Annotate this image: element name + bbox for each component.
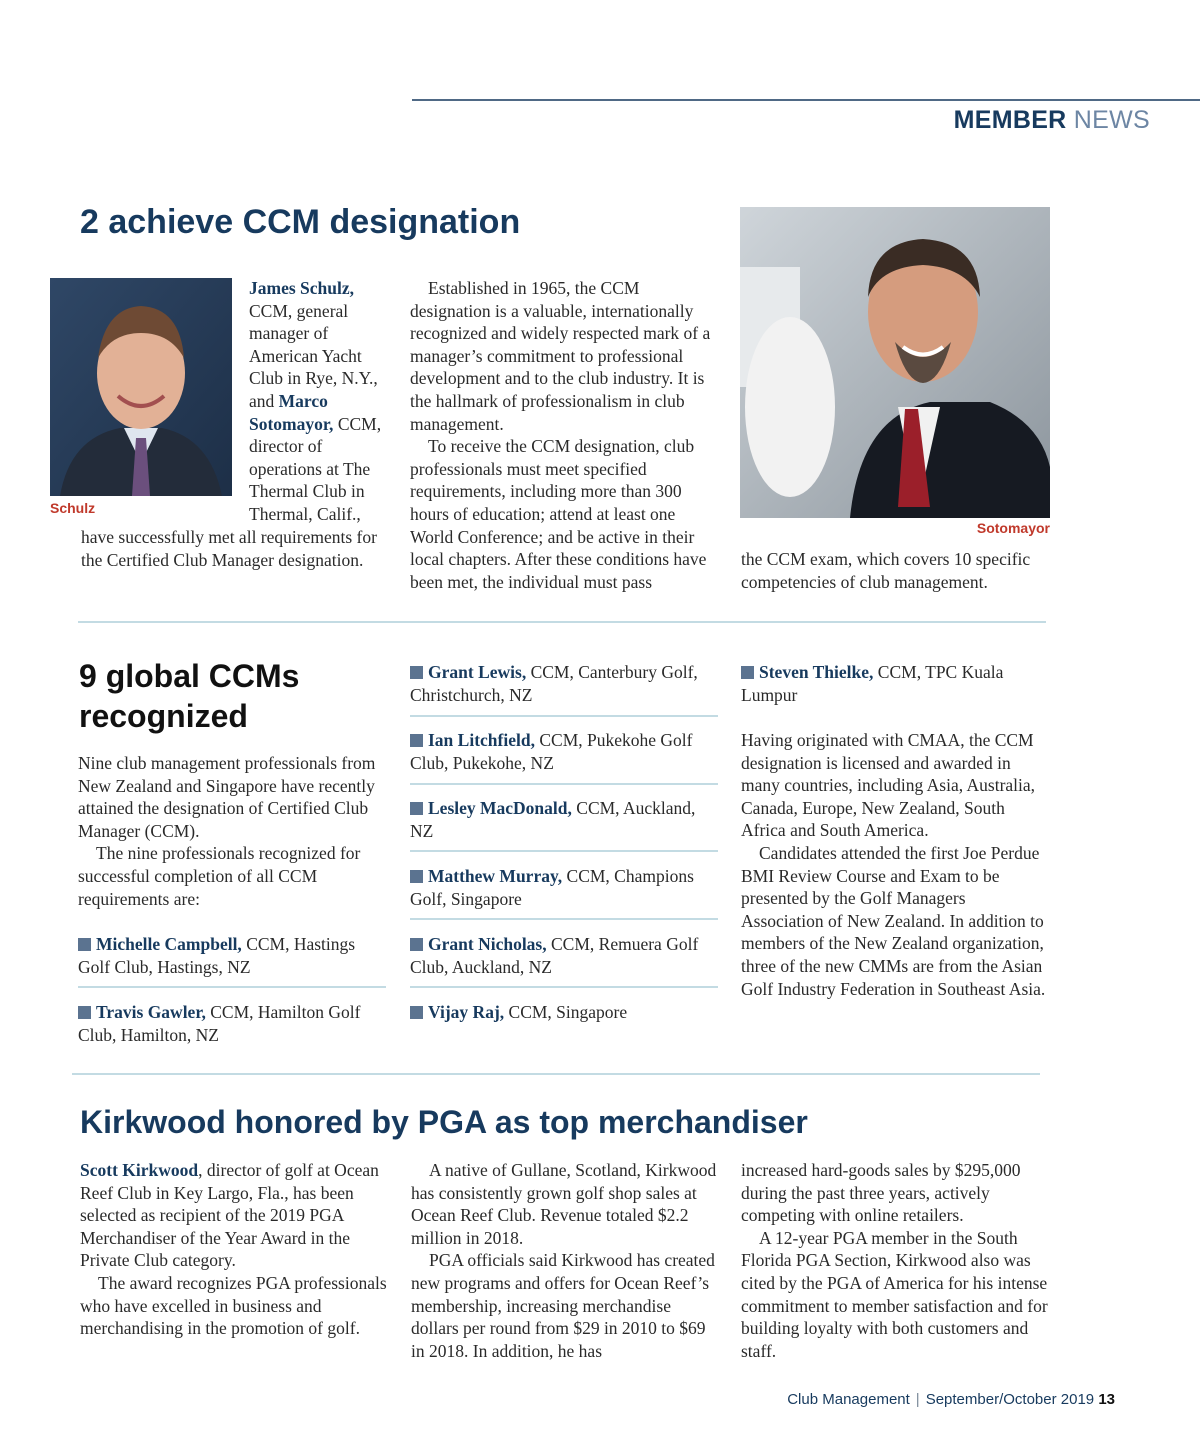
name-james-schulz: James Schulz,: [249, 278, 354, 298]
page-number: 13: [1098, 1391, 1115, 1408]
ccm-detail: CCM, Remuera Golf Club, Auckland, NZ: [410, 934, 699, 977]
kirkwood-intro-text: , director of golf at Ocean Reef Club in Key Largo, Fla., has been selected as recipient of the 2019 PGA Merchandiser of the Year Award in the Private Club category.: [80, 1160, 379, 1271]
kirkwood-column-2: [411, 1159, 721, 1362]
ccm-list-item: [410, 661, 720, 706]
bullet-square-icon: [741, 666, 754, 679]
header-rule: [412, 99, 1200, 101]
list-divider: [410, 918, 718, 920]
bullet-square-icon: [410, 666, 423, 679]
ccm-name: Matthew Murray,: [428, 866, 563, 886]
headline-ccm-designation: 2 achieve CCM designation: [80, 203, 521, 241]
list-divider: [410, 715, 718, 717]
list-divider: [410, 783, 718, 785]
section-label-light: NEWS: [1073, 106, 1150, 134]
kirkwood-paragraph-officials: PGA officials said Kirkwood has created new programs and offers for Ocean Reef’s membership, increasing merchandise dollars per round from $29 in 2010 to $69 in 2018. In addition, he has: [411, 1250, 715, 1361]
ccm-name: Michelle Campbell,: [96, 934, 242, 954]
ccm-column-3: the CCM exam, which covers 10 specific competencies of club management.: [741, 549, 1031, 592]
ccm-detail: CCM, Champions Golf, Singapore: [410, 866, 694, 909]
ccm-list-item: [410, 729, 720, 774]
ccm-name: Grant Nicholas,: [428, 934, 547, 954]
ccm-list-item: [741, 661, 1051, 706]
bullet-square-icon: [410, 802, 423, 815]
ccm-detail: CCM, Pukekohe Golf Club, Pukekohe, NZ: [410, 730, 693, 773]
kirkwood-paragraph-sales: increased hard-goods sales by $295,000 during the past three years, actively competing with online retailers.: [741, 1160, 1021, 1226]
ccm-detail: CCM, TPC Kuala Lumpur: [741, 662, 1004, 705]
ccm-paragraph-requirements: To receive the CCM designation, club professionals must meet specified requirements, including more than 300 hours of education; attend at least one World Conference; and be active in their local chapters. After these conditions have been met, the individual must pass: [410, 436, 707, 592]
bullet-square-icon: [410, 1006, 423, 1019]
global-paragraph-candidates: Candidates attended the first Joe Perdue BMI Review Course and Exam to be presented by the Golf Managers Association of New Zealand. In addition to members of the New Zealand organization, three of the new CMMs are from the Asian Golf Industry Federation in Southeast Asia.: [741, 842, 1046, 999]
kirkwood-paragraph-intro: [80, 1159, 390, 1272]
divider-2: [72, 1073, 1040, 1075]
footer-separator: |: [915, 1391, 920, 1408]
ccm-name: Steven Thielke,: [759, 662, 874, 682]
photo-sotomayor: [740, 207, 1050, 518]
ccm-paragraph-established: Established in 1965, the CCM designation is a valuable, internationally recognized and widely respected mark of a manager’s commitment to professional development and to the club industry. It is the hallmark of professionalism in club management.: [410, 278, 711, 434]
bullet-square-icon: [410, 938, 423, 951]
ccm-detail: CCM, Hamilton Golf Club, Hamilton, NZ: [78, 1002, 361, 1045]
global-column-1: [78, 752, 388, 910]
ccm-detail: CCM, Singapore: [508, 1002, 628, 1022]
ccm-detail: CCM, Hastings Golf Club, Hastings, NZ: [78, 934, 356, 977]
name-marco-sotomayor: Marco Sotomayor,: [249, 390, 334, 434]
ccm-list-item: [78, 933, 388, 978]
global-paragraph-intro: Nine club management professionals from New Zealand and Singapore have recently attained the designation of Certified Club Manager (CCM).: [78, 753, 376, 841]
ccm-detail: CCM, Canterbury Golf, Christchurch, NZ: [410, 662, 698, 705]
section-label-bold: MEMBER: [953, 106, 1067, 134]
kirkwood-paragraph-member: A 12-year PGA member in the South Florida PGA Section, Kirkwood also was cited by the PGA of America for his intense commitment to member satisfaction and for building loyalty with both customers and staff.: [741, 1227, 1048, 1361]
ccm-name: Vijay Raj,: [428, 1002, 505, 1022]
kirkwood-paragraph-native: A native of Gullane, Scotland, Kirkwood has consistently grown golf shop sales at Ocean Reef Club. Revenue totaled $2.2 million in 2018.: [411, 1160, 717, 1248]
footer-publication: Club Management: [787, 1391, 910, 1408]
headline-global-ccms: 9 global CCMs recognized: [79, 658, 300, 734]
headline-kirkwood: Kirkwood honored by PGA as top merchandiser: [80, 1104, 808, 1140]
ccm-intro-wide: have successfully met all requirements for the Certified Club Manager designation.: [81, 527, 377, 570]
footer-issue: September/October 2019: [925, 1391, 1095, 1408]
ccm-intro-text-2: CCM, director of operations at The Thermal Club in Thermal, Calif.,: [249, 413, 382, 524]
bullet-square-icon: [410, 734, 423, 747]
ccm-list-item: [410, 865, 720, 910]
name-scott-kirkwood: Scott Kirkwood: [80, 1160, 199, 1180]
global-column-3: [741, 729, 1046, 1000]
ccm-list-item: [410, 1001, 720, 1024]
ccm-name: Grant Lewis,: [428, 662, 527, 682]
list-divider: [410, 850, 718, 852]
caption-schulz: Schulz: [50, 500, 96, 516]
photo-schulz-image: [50, 278, 232, 496]
page-footer: [787, 1391, 1115, 1408]
global-paragraph-recognized: The nine professionals recognized for successful completion of all CCM requirements are:: [78, 843, 361, 909]
kirkwood-paragraph-award: The award recognizes PGA professionals who have excelled in business and merchandising in the promotion of golf.: [80, 1272, 387, 1339]
bullet-square-icon: [78, 938, 91, 951]
global-paragraph-origin: Having originated with CMAA, the CCM designation is licensed and awarded in many countries, including Asia, Australia, Canada, Europe, New Zealand, South Africa and South America.: [741, 730, 1036, 841]
ccm-intro-narrow: [249, 277, 389, 526]
ccm-list-item: [78, 1001, 388, 1046]
bullet-square-icon: [78, 1006, 91, 1019]
ccm-detail: CCM, Auckland, NZ: [410, 798, 696, 841]
list-divider: [410, 986, 718, 988]
ccm-name: Ian Litchfield,: [428, 730, 535, 750]
list-divider: [78, 986, 386, 988]
ccm-list-item: [410, 797, 720, 842]
photo-sotomayor-image: [740, 207, 1050, 518]
kirkwood-column-3: [741, 1159, 1056, 1362]
divider-1: [78, 621, 1046, 623]
ccm-intro-text-1: CCM, general manager of American Yacht Club in Rye, N.Y., and: [249, 300, 378, 411]
ccm-list-item: [410, 933, 720, 978]
ccm-name: Travis Gawler,: [96, 1002, 206, 1022]
caption-sotomayor: Sotomayor: [976, 520, 1050, 536]
ccm-name: Lesley MacDonald,: [428, 798, 572, 818]
ccm-column-2: [410, 277, 720, 593]
kirkwood-column-1: [80, 1159, 390, 1340]
photo-schulz: [50, 278, 232, 496]
bullet-square-icon: [410, 870, 423, 883]
section-label: [954, 106, 1150, 135]
